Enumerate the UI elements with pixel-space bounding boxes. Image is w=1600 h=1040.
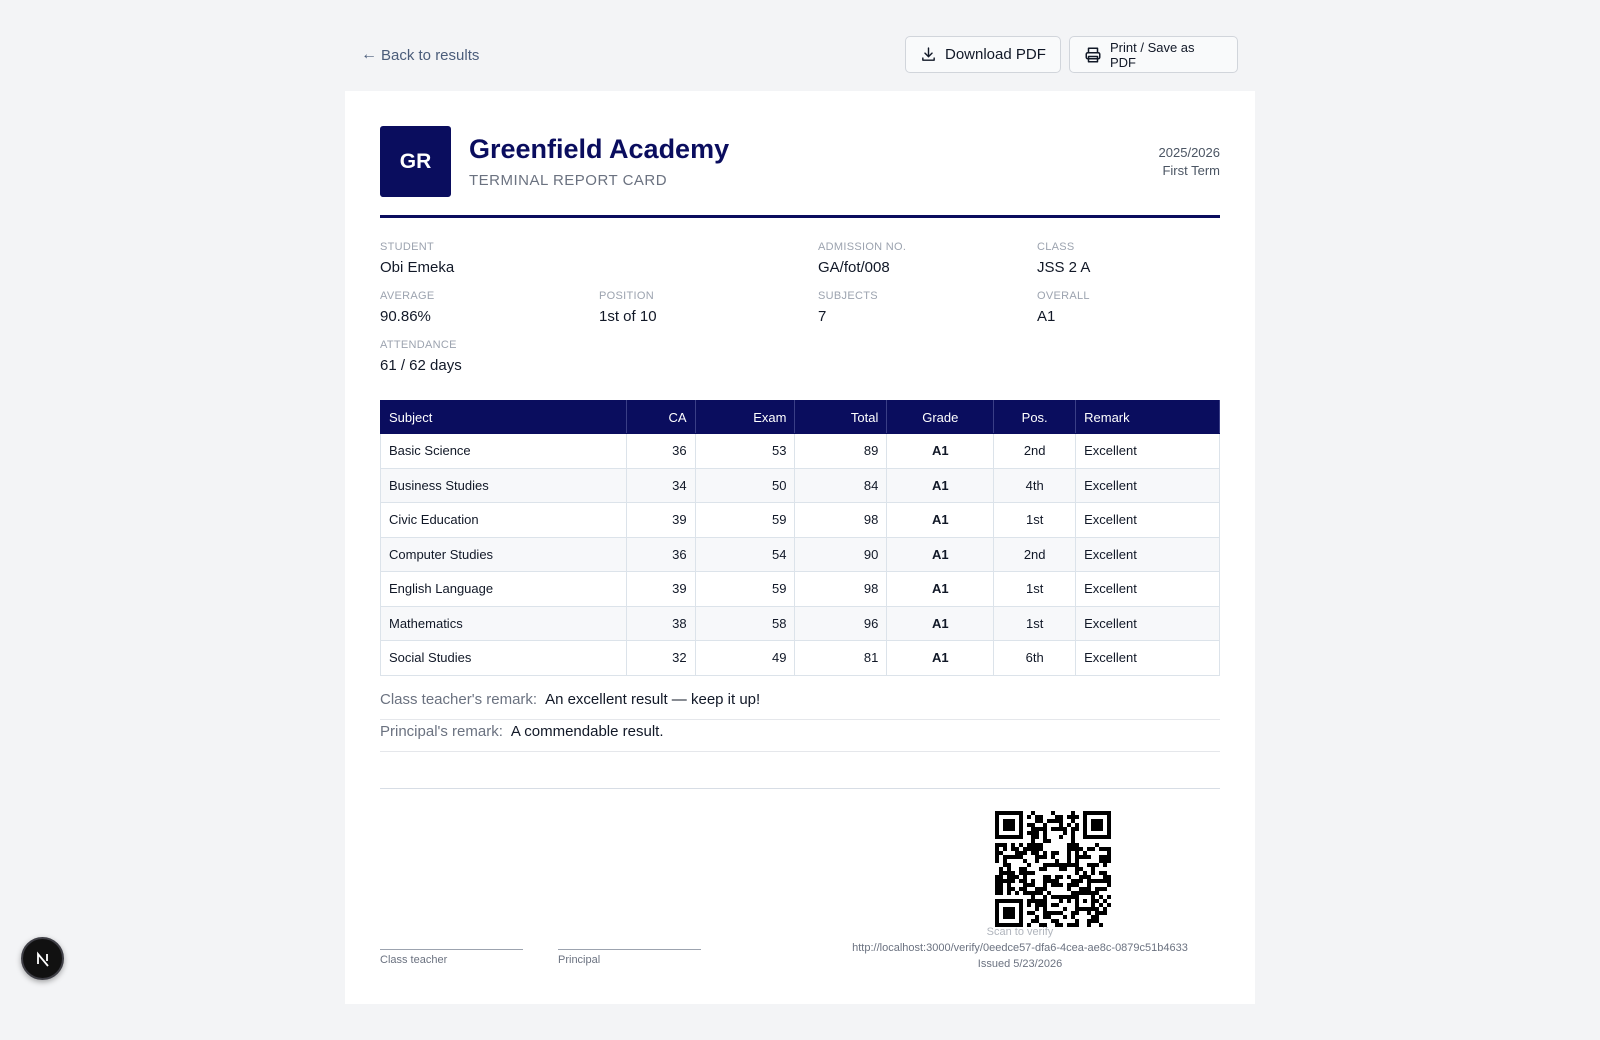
- position-field: [599, 290, 657, 325]
- issued-date: Issued 5/23/2026: [977, 958, 1063, 970]
- academic-session: 2025/2026: [1158, 145, 1220, 160]
- verification-block: [820, 924, 1220, 972]
- report-card: [345, 91, 1255, 1004]
- grade-cell: A1: [887, 434, 994, 469]
- academic-term: First Term: [1162, 163, 1220, 178]
- class-teacher-remark-label: Class teacher's remark:: [380, 691, 538, 708]
- remark-cell: Excellent: [1076, 572, 1220, 607]
- subject-cell: Social Studies: [381, 641, 627, 676]
- report-type: TERMINAL REPORT CARD: [469, 172, 668, 189]
- grade-cell: A1: [887, 641, 994, 676]
- header-remark: Remark: [1076, 401, 1220, 434]
- back-link-label: Back to results: [381, 46, 480, 64]
- principal-remark-text: A commendable result.: [510, 723, 664, 740]
- class-label: CLASS: [1037, 241, 1075, 253]
- header-position: Pos.: [994, 401, 1076, 434]
- header-exam: Exam: [695, 401, 795, 434]
- ca-cell: 39: [626, 572, 695, 607]
- exam-cell: 59: [695, 572, 795, 607]
- average-value: 90.86%: [380, 308, 431, 325]
- school-logo: GR: [380, 126, 451, 197]
- header-ca: CA: [626, 401, 695, 434]
- verification-url: http://localhost:3000/verify/0eedce57-dfa6-4cea-ae8c-0879c51b4633: [852, 942, 1188, 954]
- admission-field: [818, 241, 906, 276]
- table-header-row: [381, 401, 1220, 434]
- ca-cell: 36: [626, 537, 695, 572]
- total-cell: 81: [795, 641, 887, 676]
- admission-number: GA/fot/008: [818, 259, 890, 276]
- subject-cell: Business Studies: [381, 468, 627, 503]
- position-cell: 1st: [994, 572, 1076, 607]
- printer-icon: [1084, 46, 1102, 64]
- class-value: JSS 2 A: [1037, 259, 1091, 276]
- subjects-value: 7: [818, 308, 827, 325]
- header-grade: Grade: [887, 401, 994, 434]
- total-cell: 89: [795, 434, 887, 469]
- attendance-field: [380, 339, 462, 374]
- session-info: [1159, 144, 1220, 180]
- subject-cell: Basic Science: [381, 434, 627, 469]
- subject-cell: Civic Education: [381, 503, 627, 538]
- class-teacher-signature: Class teacher: [380, 949, 523, 966]
- exam-cell: 49: [695, 641, 795, 676]
- student-label: STUDENT: [380, 241, 435, 253]
- total-cell: 90: [795, 537, 887, 572]
- ca-cell: 38: [626, 606, 695, 641]
- ca-cell: 34: [626, 468, 695, 503]
- subject-cell: Computer Studies: [381, 537, 627, 572]
- average-field: [380, 290, 434, 325]
- remark-cell: Excellent: [1076, 606, 1220, 641]
- download-icon: [920, 46, 937, 63]
- next-logo-icon: [34, 950, 52, 968]
- grade-cell: A1: [887, 537, 994, 572]
- print-save-pdf-button[interactable]: [1069, 36, 1238, 73]
- overall-value: A1: [1037, 308, 1056, 325]
- ca-cell: 32: [626, 641, 695, 676]
- subject-cell: English Language: [381, 572, 627, 607]
- admission-label: ADMISSION NO.: [818, 241, 907, 253]
- scan-to-verify-text: Scan to verify: [986, 926, 1054, 938]
- position-cell: 4th: [994, 468, 1076, 503]
- download-pdf-label: Download PDF: [945, 46, 1046, 63]
- table-row: [381, 434, 1220, 469]
- class-teacher-remark: [380, 688, 1220, 720]
- overall-field: [1037, 290, 1090, 325]
- table-row: [381, 537, 1220, 572]
- header-subject: Subject: [381, 401, 627, 434]
- attendance-value: 61 / 62 days: [380, 357, 462, 374]
- top-action-bar: [345, 36, 1238, 74]
- attendance-label: ATTENDANCE: [380, 339, 457, 351]
- average-label: AVERAGE: [380, 290, 435, 302]
- exam-cell: 54: [695, 537, 795, 572]
- student-field: [380, 241, 454, 276]
- subjects-label: SUBJECTS: [818, 290, 878, 302]
- table-row: [381, 503, 1220, 538]
- report-header: [380, 126, 1220, 218]
- total-cell: 96: [795, 606, 887, 641]
- total-cell: 98: [795, 503, 887, 538]
- position-cell: 2nd: [994, 537, 1076, 572]
- grade-cell: A1: [887, 606, 994, 641]
- signature-divider: [380, 788, 1220, 789]
- class-teacher-remark-text: An excellent result — keep it up!: [545, 691, 761, 708]
- remark-cell: Excellent: [1076, 537, 1220, 572]
- table-row: [381, 572, 1220, 607]
- arrow-left-icon: ←: [361, 46, 377, 63]
- ca-cell: 36: [626, 434, 695, 469]
- header-total: Total: [795, 401, 887, 434]
- exam-cell: 53: [695, 434, 795, 469]
- grade-cell: A1: [887, 503, 994, 538]
- position-cell: 1st: [994, 606, 1076, 641]
- subject-cell: Mathematics: [381, 606, 627, 641]
- table-row: [381, 641, 1220, 676]
- next-dev-indicator-button[interactable]: [21, 937, 64, 980]
- grade-cell: A1: [887, 468, 994, 503]
- ca-cell: 39: [626, 503, 695, 538]
- total-cell: 84: [795, 468, 887, 503]
- position-label: POSITION: [599, 290, 654, 302]
- position-cell: 6th: [994, 641, 1076, 676]
- principal-remark: [380, 720, 1220, 752]
- table-row: [381, 468, 1220, 503]
- student-name: Obi Emeka: [380, 259, 455, 276]
- download-pdf-button[interactable]: [905, 36, 1061, 73]
- verification-qr-code: [995, 811, 1111, 927]
- grade-cell: A1: [887, 572, 994, 607]
- remarks-section: [380, 688, 1220, 752]
- subjects-field: [818, 290, 878, 325]
- exam-cell: 59: [695, 503, 795, 538]
- overall-label: OVERALL: [1037, 290, 1090, 302]
- school-name: Greenfield Academy: [469, 134, 730, 164]
- exam-cell: 58: [695, 606, 795, 641]
- remark-cell: Excellent: [1076, 434, 1220, 469]
- back-to-results-link[interactable]: [361, 46, 479, 64]
- grades-table: [380, 400, 1220, 676]
- principal-signature: Principal: [558, 949, 701, 966]
- position-value: 1st of 10: [599, 308, 657, 325]
- principal-remark-label: Principal's remark:: [380, 723, 503, 740]
- remark-cell: Excellent: [1076, 503, 1220, 538]
- position-cell: 1st: [994, 503, 1076, 538]
- exam-cell: 50: [695, 468, 795, 503]
- class-field: [1037, 241, 1090, 276]
- remark-cell: Excellent: [1076, 641, 1220, 676]
- print-save-pdf-label: Print / Save as PDF: [1110, 39, 1195, 70]
- table-row: [381, 606, 1220, 641]
- total-cell: 98: [795, 572, 887, 607]
- position-cell: 2nd: [994, 434, 1076, 469]
- remark-cell: Excellent: [1076, 468, 1220, 503]
